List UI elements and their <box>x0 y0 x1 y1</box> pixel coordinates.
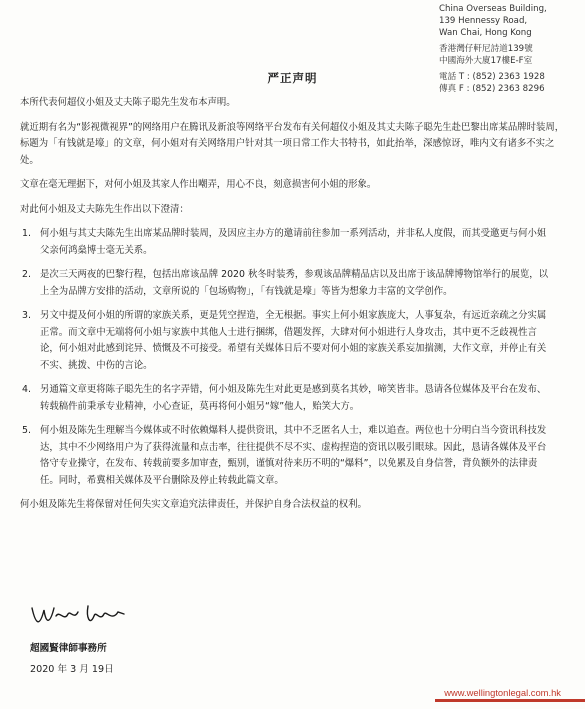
item-number: 2. <box>22 269 31 280</box>
handwritten-signature <box>30 600 130 632</box>
clarification-list <box>20 226 567 489</box>
list-item <box>20 423 567 489</box>
closing-paragraph: 何小姐及陈先生将保留对任何失实文章追究法律责任，并保护自身合法权益的权利。 <box>20 499 367 510</box>
footer-rule <box>435 699 585 702</box>
item-text: 何小姐及陈先生理解当今媒体或不时依赖爆料人提供资讯，其中不乏匿名人士，难以追查。两位也十分明白当今资讯科技发达，其中不少网络用户为了获得流量和点击率，往往提供不尽不实、虚构捏造的资讯以吸引眼球。因此，恳请各媒体及平台恪守专业操守，在发布、转载前要多加审查，甄别，谨慎对待来历不明的“爆料”，以免累及自身信誉，背负额外的法律责任。同时，希冀相关媒体及平台删除及停止转载此篇文章。 <box>40 425 547 486</box>
list-item <box>20 267 567 300</box>
fax-number: 傳真 F : (852) 2363 8296 <box>439 84 545 94</box>
clarification-heading: 对此何小姐及丈夫陈先生作出以下澄清： <box>20 203 189 215</box>
claim-paragraph: 文章在毫无理据下，对何小姐及其家人作出嘲弄，用心不良，刻意损害何小姐的形象。 <box>20 179 377 190</box>
item-number: 5. <box>22 425 31 436</box>
address-line-2: 139 Hennessy Road, <box>439 16 528 26</box>
item-text: 另文中提及何小姐的所谓的家族关系，更是凭空捏造，全无根据。事实上何小姐家族庞大，人事复杂，有远近亲疏之分实属正常。而文章中无端将何小姐与家族中其他人士进行捆绑，借题发挥，大肆对何小姐进行人身攻击，其中更不乏歧视性言论，何小姐对此感到诧异、愤慨及不可接受。希望有关媒体日后不要对何小姐的家族关系妄加揣测，大作文章，并停止有关不实、挑拨、中伤的言论。 <box>40 310 547 371</box>
background-paragraph: 就近期有名为“影视微视界”的网络用户在腾讯及新浪等网络平台发布有关何超仪小姐及其丈夫陈子聪先生赴巴黎出席某品牌时装周，标题为「有钱就是壕」的文章，何小姐对有关网络用户针对其一项日常工作大书特书，如此抬举，深感惊讶，唯内文有诸多不实之处。 <box>20 121 565 166</box>
item-number: 3. <box>22 310 31 321</box>
address-zh-line-1: 香港灣仔軒尼詩道139號 <box>439 44 533 54</box>
law-firm-name: 超國賢律師事務所 <box>30 643 107 654</box>
list-item <box>20 308 567 374</box>
item-number: 4. <box>22 384 31 395</box>
list-item <box>20 382 567 415</box>
website-link[interactable]: www.wellingtonlegal.com.hk <box>444 687 561 698</box>
statement-body <box>20 95 567 522</box>
address-line-1: China Overseas Building, <box>439 4 547 14</box>
item-text: 是次三天两夜的巴黎行程，包括出席该品牌 2020 秋冬时装秀，参观该品牌精品店以及出席于该品牌博物馆举行的展览，以上全为品牌方安排的活动，文章所说的「包场购物」，「有钱就是壕」等皆为想象力丰富的文学创作。 <box>40 269 548 297</box>
item-number: 1. <box>22 228 31 239</box>
address-line-3: Wan Chai, Hong Kong <box>439 28 532 38</box>
item-text: 何小姐与其丈夫陈先生出席某品牌时装周，及因应主办方的邀请前往参加一系列活动，并非私人度假，而其受邀更与何小姐父亲何鸿燊博士毫无关系。 <box>40 228 547 256</box>
item-text: 另通篇文章更将陈子聪先生的名字弄错，何小姐及陈先生对此更是感到莫名其妙，啼笑皆非。恳请各位媒体及平台在发布、转载稿件前秉承专业精神，小心查证，莫再将何小姐另“嫁”他人，贻笑大方。 <box>40 384 547 412</box>
document-title: 严正声明 <box>267 71 318 85</box>
address-zh-line-2: 中國海外大廈17樓E-F室 <box>439 56 533 66</box>
intro-paragraph: 本所代表何超仪小姐及丈夫陈子聪先生发布本声明。 <box>20 97 236 108</box>
phone-number: 電話 T : (852) 2363 1928 <box>439 72 545 82</box>
statement-date: 2020 年 3 月 19日 <box>30 664 114 675</box>
list-item <box>20 226 567 259</box>
